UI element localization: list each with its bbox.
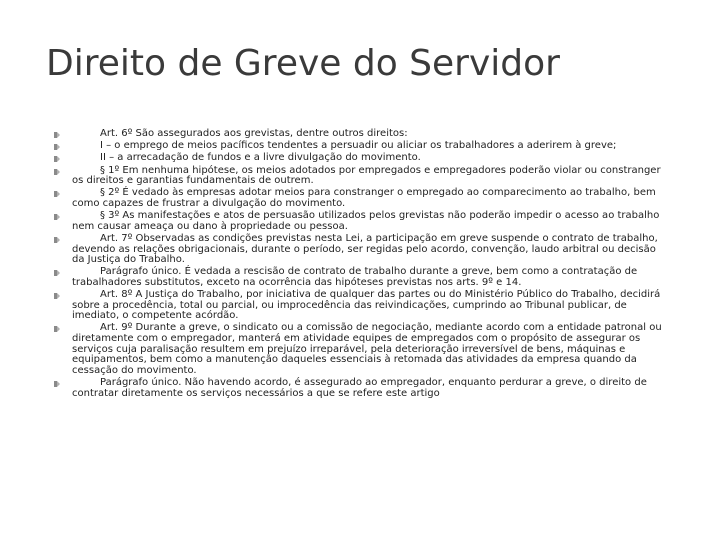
slide-title: Direito de Greve do Servidor	[46, 43, 560, 84]
list-item	[52, 323, 668, 376]
wingding-bullet-icon	[52, 167, 62, 177]
list-item	[52, 378, 668, 399]
list-item	[52, 267, 668, 288]
paragraph-text: § 3º As manifestações e atos de persuasão utilizados pelos grevistas não poderão impedir o acesso ao trabalho nem causar ameaça ou dano à propriedade ou pessoa.	[72, 210, 663, 232]
paragraph-text: § 1º Em nenhuma hipótese, os meios adotados por empregados e empregadores poderão violar ou constranger os direitos e garantias fundamentais de outrem.	[72, 164, 664, 187]
wingding-bullet-icon	[52, 142, 62, 152]
paragraph-text: Art. 9º Durante a greve, o sindicato ou a comissão de negociação, mediante acordo com a entidade patronal ou diretamente com o empregador, manterá em atividade equipes de empregados com o propósito de assegurar os serviços cuja paralisação resultem em prejuízo irreparável, pela deterioração irreversível de bens, máquinas e equipamentos, bem como a manutenção daqueles essenciais à retomada das atividades da empresa quando da cessação do movimento.	[72, 322, 665, 376]
wingding-bullet-icon	[52, 212, 62, 222]
list-item	[52, 129, 668, 140]
slide-body-list	[52, 129, 668, 401]
wingding-bullet-icon	[52, 235, 62, 245]
paragraph-text: II – a arrecadação de fundos e a livre divulgação do movimento.	[100, 152, 421, 164]
list-item	[52, 188, 668, 209]
wingding-bullet-icon	[52, 291, 62, 301]
list-item	[52, 166, 668, 187]
list-item	[52, 290, 668, 322]
paragraph-text: Parágrafo único. É vedada a rescisão de contrato de trabalho durante a greve, bem como a contratação de trabalhadores substitutos, exceto na ocorrência das hipóteses previstas nos arts. 9º e 14.	[72, 266, 641, 288]
wingding-bullet-icon	[52, 324, 62, 334]
paragraph-text: I – o emprego de meios pacíficos tendentes a persuadir ou aliciar os trabalhadores a aderirem à greve;	[100, 140, 617, 152]
list-item	[52, 211, 668, 232]
wingding-bullet-icon	[52, 130, 62, 140]
paragraph-text: Art. 7º Observadas as condições previstas nesta Lei, a participação em greve suspende o contrato de trabalho, devendo as relações obrigacionais, durante o período, ser regidas pelo acordo, convenção, laudo arbitral ou decisão da Justiça do Trabalho.	[72, 232, 661, 266]
wingding-bullet-icon	[52, 379, 62, 389]
wingding-bullet-icon	[52, 189, 62, 199]
wingding-bullet-icon	[52, 268, 62, 278]
paragraph-text: Art. 8º A Justiça do Trabalho, por iniciativa de qualquer das partes ou do Ministério Público do Trabalho, decidirá sobre a procedência, total ou parcial, ou improcedência das reivindicações, cumprindo ao Tribunal publicar, de imediato, o competente acórdão.	[72, 289, 664, 322]
paragraph-text: Art. 6º São assegurados aos grevistas, dentre outros direitos:	[100, 128, 408, 139]
list-item	[52, 234, 668, 266]
list-item	[52, 141, 668, 152]
wingding-bullet-icon	[52, 154, 62, 164]
list-item	[52, 153, 668, 164]
paragraph-text: § 2º É vedado às empresas adotar meios para constranger o empregado ao comparecimento ao trabalho, bem como capazes de frustrar a divulgação do movimento.	[72, 187, 659, 209]
paragraph-text: Parágrafo único. Não havendo acordo, é assegurado ao empregador, enquanto perdurar a greve, o direito de contratar diretamente os serviços necessários a que se refere este artigo	[72, 377, 651, 399]
